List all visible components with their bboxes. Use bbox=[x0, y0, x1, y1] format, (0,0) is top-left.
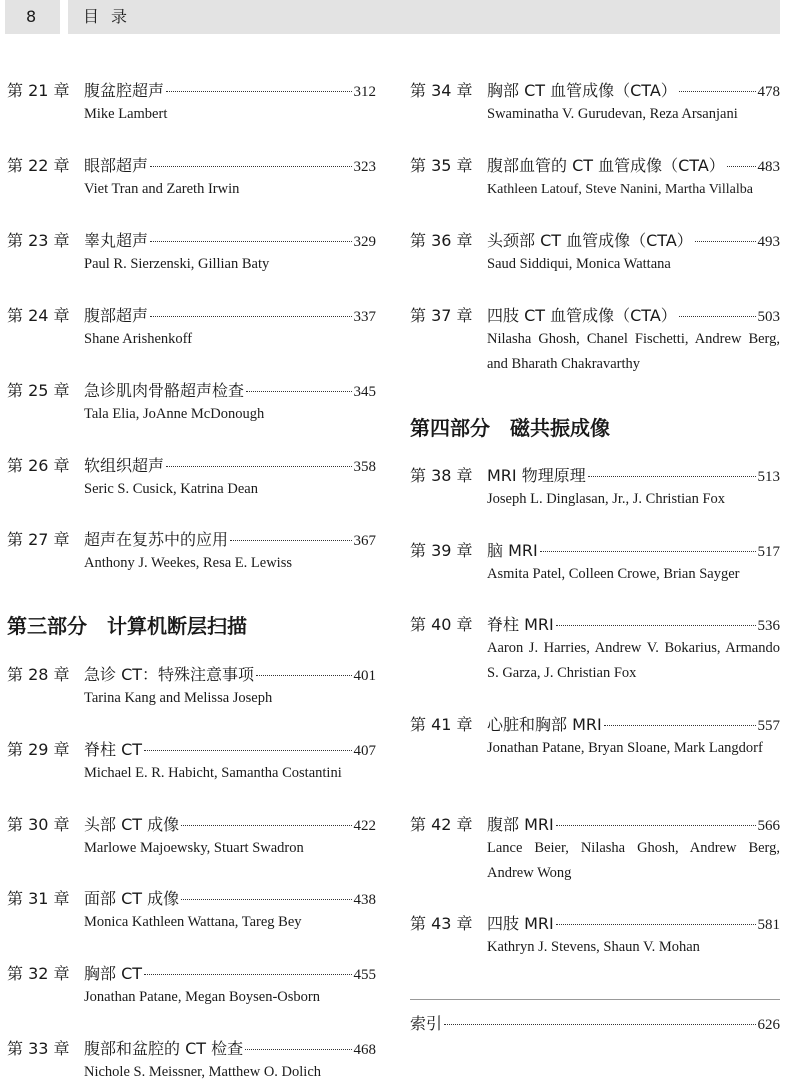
toc-entry[interactable] bbox=[7, 380, 376, 427]
page-ref: 337 bbox=[353, 309, 376, 325]
page-ref: 517 bbox=[757, 544, 780, 560]
chapter-title: 急诊肌肉骨骼超声检查 bbox=[84, 381, 245, 400]
chapter-authors: Mike Lambert bbox=[84, 106, 168, 122]
page-ref: 407 bbox=[353, 743, 376, 759]
index-title: 索引 bbox=[410, 1014, 443, 1033]
page-ref: 503 bbox=[757, 309, 780, 325]
chapter-number: 第 30 章 bbox=[7, 815, 70, 834]
leader-dots bbox=[695, 241, 756, 242]
running-title: 目录 bbox=[68, 0, 780, 34]
chapter-title: 胸部 CT bbox=[84, 964, 143, 983]
chapter-number: 第 28 章 bbox=[7, 665, 70, 684]
chapter-number: 第 25 章 bbox=[7, 381, 70, 400]
chapter-authors: Paul R. Sierzenski, Gillian Baty bbox=[84, 256, 270, 272]
toc-entry[interactable] bbox=[410, 913, 780, 960]
chapter-number: 第 21 章 bbox=[7, 81, 70, 100]
leader-dots bbox=[246, 391, 351, 392]
chapter-authors: Kathleen Latouf, Steve Nanini, Martha Villalba bbox=[487, 182, 753, 197]
chapter-title: 急诊 CT：特殊注意事项 bbox=[84, 665, 255, 684]
leader-dots bbox=[150, 316, 351, 317]
chapter-title: 腹部超声 bbox=[84, 306, 149, 325]
toc-entry[interactable] bbox=[410, 305, 780, 377]
chapter-number: 第 24 章 bbox=[7, 306, 70, 325]
chapter-authors: Kathryn J. Stevens, Shaun V. Mohan bbox=[487, 939, 700, 955]
chapter-authors: Aaron J. Harries, Andrew V. Bokarius, Armando S. Garza, J. Christian Fox bbox=[487, 640, 780, 681]
page-ref: 345 bbox=[353, 384, 376, 400]
toc-entry[interactable] bbox=[7, 814, 376, 861]
part-heading: 第三部分 计算机断层扫描 bbox=[7, 614, 247, 638]
chapter-title: 超声在复苏中的应用 bbox=[84, 530, 229, 549]
chapter-title: 四肢 CT 血管成像（CTA） bbox=[487, 306, 677, 325]
chapter-authors: Lance Beier, Nilasha Ghosh, Andrew Berg, Andrew Wong bbox=[487, 840, 780, 881]
toc-entry[interactable] bbox=[7, 230, 376, 277]
toc-entry[interactable] bbox=[7, 80, 376, 127]
chapter-title: 胸部 CT 血管成像（CTA） bbox=[487, 81, 677, 100]
chapter-authors: Shane Arishenkoff bbox=[84, 331, 193, 347]
page-ref: 455 bbox=[353, 967, 376, 983]
page-ref: 358 bbox=[353, 459, 376, 475]
toc-entry[interactable] bbox=[7, 155, 376, 202]
page-ref: 401 bbox=[353, 668, 376, 684]
chapter-authors: Asmita Patel, Colleen Crowe, Brian Sayger bbox=[487, 566, 740, 582]
chapter-title: 心脏和胸部 MRI bbox=[487, 715, 602, 734]
chapter-title: MRI 物理原理 bbox=[487, 466, 586, 485]
leader-dots bbox=[181, 899, 351, 900]
leader-dots bbox=[679, 316, 756, 317]
chapter-authors: Tala Elia, JoAnne McDonough bbox=[84, 406, 265, 422]
chapter-title: 脑 MRI bbox=[487, 541, 538, 560]
leader-dots bbox=[588, 476, 756, 477]
chapter-number: 第 37 章 bbox=[410, 306, 473, 325]
chapter-authors: Saud Siddiqui, Monica Wattana bbox=[487, 256, 671, 272]
toc-entry[interactable] bbox=[7, 1038, 376, 1085]
chapter-title: 睾丸超声 bbox=[84, 231, 149, 250]
chapter-authors: Swaminatha V. Gurudevan, Reza Arsanjani bbox=[487, 106, 738, 122]
toc-entry[interactable] bbox=[410, 80, 780, 127]
leader-dots bbox=[150, 241, 351, 242]
chapter-title: 腹部 MRI bbox=[487, 815, 554, 834]
chapter-number: 第 32 章 bbox=[7, 964, 70, 983]
chapter-authors: Anthony J. Weekes, Resa E. Lewiss bbox=[84, 555, 292, 571]
chapter-number: 第 33 章 bbox=[7, 1039, 70, 1058]
leader-dots bbox=[181, 825, 351, 826]
chapter-title: 头部 CT 成像 bbox=[84, 815, 180, 834]
leader-dots bbox=[144, 750, 351, 751]
chapter-number: 第 40 章 bbox=[410, 615, 473, 634]
toc-entry[interactable] bbox=[7, 664, 376, 711]
leader-dots bbox=[556, 825, 756, 826]
leader-dots bbox=[556, 625, 756, 626]
chapter-number: 第 42 章 bbox=[410, 815, 473, 834]
page-ref: 513 bbox=[757, 469, 780, 485]
chapter-authors: Joseph L. Dinglasan, Jr., J. Christian Fox bbox=[487, 491, 726, 507]
chapter-number: 第 31 章 bbox=[7, 889, 70, 908]
leader-dots bbox=[245, 1049, 351, 1050]
toc-entry[interactable] bbox=[7, 739, 376, 786]
page-ref: 468 bbox=[353, 1042, 376, 1058]
toc-entry[interactable] bbox=[410, 155, 780, 202]
page-number: 8 bbox=[5, 0, 60, 34]
chapter-authors: Nichole S. Meissner, Matthew O. Dolich bbox=[84, 1064, 322, 1080]
chapter-number: 第 22 章 bbox=[7, 156, 70, 175]
toc-entry[interactable] bbox=[410, 714, 780, 761]
page-ref: 557 bbox=[757, 718, 780, 734]
chapter-number: 第 26 章 bbox=[7, 456, 70, 475]
chapter-title: 四肢 MRI bbox=[487, 914, 554, 933]
leader-dots bbox=[727, 166, 756, 167]
page-ref: 566 bbox=[757, 818, 780, 834]
chapter-title: 面部 CT 成像 bbox=[84, 889, 180, 908]
chapter-authors: Marlowe Majoewsky, Stuart Swadron bbox=[84, 840, 304, 856]
page-ref: 312 bbox=[353, 84, 376, 100]
leader-dots bbox=[540, 551, 756, 552]
page-ref: 367 bbox=[353, 533, 376, 549]
chapter-number: 第 39 章 bbox=[410, 541, 473, 560]
chapter-number: 第 43 章 bbox=[410, 914, 473, 933]
page-ref: 329 bbox=[353, 234, 376, 250]
index-divider bbox=[410, 999, 780, 1000]
page-ref: 493 bbox=[757, 234, 780, 250]
chapter-number: 第 29 章 bbox=[7, 740, 70, 759]
chapter-number: 第 34 章 bbox=[410, 81, 473, 100]
chapter-authors: Michael E. R. Habicht, Samantha Costantini bbox=[84, 765, 342, 781]
chapter-number: 第 41 章 bbox=[410, 715, 473, 734]
page-ref: 323 bbox=[353, 159, 376, 175]
chapter-title: 腹盆腔超声 bbox=[84, 81, 165, 100]
page-ref: 483 bbox=[757, 159, 780, 175]
toc-entry[interactable] bbox=[7, 888, 376, 935]
page-ref: 438 bbox=[353, 892, 376, 908]
page-ref: 626 bbox=[757, 1017, 780, 1033]
toc-entry[interactable] bbox=[7, 963, 376, 1010]
toc-entry[interactable] bbox=[410, 540, 780, 587]
toc-entry[interactable] bbox=[410, 814, 780, 886]
leader-dots bbox=[166, 91, 351, 92]
leader-dots bbox=[230, 540, 351, 541]
page-ref: 581 bbox=[757, 917, 780, 933]
chapter-number: 第 23 章 bbox=[7, 231, 70, 250]
toc-entry[interactable] bbox=[410, 614, 780, 686]
chapter-title: 腹部血管的 CT 血管成像（CTA） bbox=[487, 156, 725, 175]
leader-dots bbox=[444, 1024, 755, 1025]
toc-entry[interactable] bbox=[7, 529, 376, 576]
chapter-authors: Jonathan Patane, Bryan Sloane, Mark Langdorf bbox=[487, 740, 763, 756]
chapter-number: 第 35 章 bbox=[410, 156, 473, 175]
chapter-number: 第 36 章 bbox=[410, 231, 473, 250]
page-ref: 422 bbox=[353, 818, 376, 834]
chapter-authors: Viet Tran and Zareth Irwin bbox=[84, 181, 240, 197]
toc-entry[interactable] bbox=[7, 305, 376, 352]
chapter-title: 头颈部 CT 血管成像（CTA） bbox=[487, 231, 693, 250]
page-header bbox=[0, 0, 800, 34]
chapter-authors: Monica Kathleen Wattana, Tareg Bey bbox=[84, 914, 302, 930]
leader-dots bbox=[144, 974, 351, 975]
chapter-authors: Jonathan Patane, Megan Boysen-Osborn bbox=[84, 989, 320, 1005]
chapter-title: 腹部和盆腔的 CT 检查 bbox=[84, 1039, 244, 1058]
chapter-number: 第 27 章 bbox=[7, 530, 70, 549]
chapter-title: 脊柱 MRI bbox=[487, 615, 554, 634]
leader-dots bbox=[166, 466, 351, 467]
toc-entry[interactable] bbox=[410, 465, 780, 512]
chapter-authors: Tarina Kang and Melissa Joseph bbox=[84, 690, 273, 706]
chapter-authors: Nilasha Ghosh, Chanel Fischetti, Andrew Berg, and Bharath Chakravarthy bbox=[487, 331, 780, 372]
leader-dots bbox=[604, 725, 756, 726]
leader-dots bbox=[256, 675, 351, 676]
chapter-title: 软组织超声 bbox=[84, 456, 165, 475]
leader-dots bbox=[679, 91, 756, 92]
part-heading: 第四部分 磁共振成像 bbox=[410, 416, 610, 440]
chapter-title: 眼部超声 bbox=[84, 156, 149, 175]
index-entry[interactable] bbox=[410, 1013, 780, 1035]
chapter-authors: Seric S. Cusick, Katrina Dean bbox=[84, 481, 258, 497]
page-ref: 536 bbox=[757, 618, 780, 634]
leader-dots bbox=[150, 166, 351, 167]
chapter-number: 第 38 章 bbox=[410, 466, 473, 485]
leader-dots bbox=[556, 924, 756, 925]
page-ref: 478 bbox=[757, 84, 780, 100]
chapter-title: 脊柱 CT bbox=[84, 740, 143, 759]
toc-entry[interactable] bbox=[7, 455, 376, 502]
toc-entry[interactable] bbox=[410, 230, 780, 277]
